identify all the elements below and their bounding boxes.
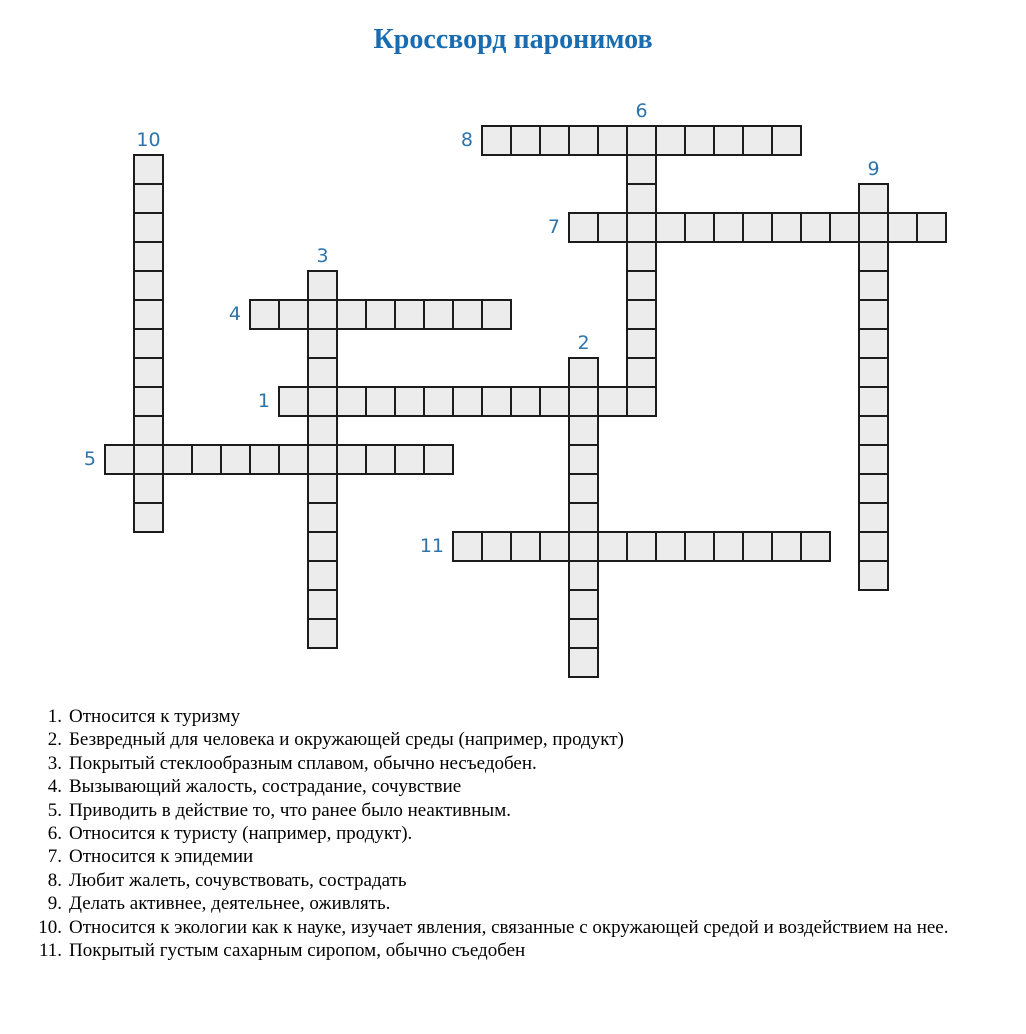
grid-cell[interactable] xyxy=(800,212,831,243)
grid-cell[interactable] xyxy=(307,444,338,475)
grid-cell[interactable] xyxy=(481,386,512,417)
grid-cell[interactable] xyxy=(394,299,425,330)
grid-cell[interactable] xyxy=(307,473,338,504)
grid-cell[interactable] xyxy=(568,502,599,533)
grid-cell[interactable] xyxy=(539,125,570,156)
clue-item-number: 11. xyxy=(38,940,62,962)
grid-cell[interactable] xyxy=(394,444,425,475)
clue-item-text: Безвредный для человека и окружающей среды (например, продукт) xyxy=(69,729,624,751)
entry-number-11: 11 xyxy=(419,535,444,557)
grid-cell[interactable] xyxy=(307,415,338,446)
grid-cell[interactable] xyxy=(626,386,657,417)
clue-item-text: Любит жалеть, сочувствовать, сострадать xyxy=(69,869,407,891)
grid-cell[interactable] xyxy=(887,212,918,243)
grid-cell[interactable] xyxy=(626,212,657,243)
grid-cell[interactable] xyxy=(568,415,599,446)
clue-item-text: Делать активнее, деятельнее, оживлять. xyxy=(69,893,391,915)
grid-cell[interactable] xyxy=(626,125,657,156)
clue-item-6 xyxy=(22,822,1012,845)
grid-cell[interactable] xyxy=(307,560,338,591)
grid-cell[interactable] xyxy=(655,125,686,156)
grid-cell[interactable] xyxy=(684,212,715,243)
grid-cell[interactable] xyxy=(481,531,512,562)
grid-cell[interactable] xyxy=(597,125,628,156)
grid-cell[interactable] xyxy=(133,502,164,533)
clue-item-text: Приводить в действие то, что ранее было неактивным. xyxy=(69,799,511,821)
grid-cell[interactable] xyxy=(278,444,309,475)
grid-cell[interactable] xyxy=(249,444,280,475)
grid-cell[interactable] xyxy=(278,299,309,330)
grid-cell[interactable] xyxy=(655,531,686,562)
clue-item-text: Покрытый густым сахарным сиропом, обычно съедобен xyxy=(69,940,526,962)
clue-item-number: 6. xyxy=(47,823,62,845)
clue-item-5 xyxy=(22,799,1012,822)
grid-cell[interactable] xyxy=(597,386,628,417)
grid-cell[interactable] xyxy=(568,386,599,417)
grid-cell[interactable] xyxy=(133,444,164,475)
grid-cell[interactable] xyxy=(568,473,599,504)
grid-cell[interactable] xyxy=(394,386,425,417)
grid-cell[interactable] xyxy=(307,618,338,649)
grid-cell[interactable] xyxy=(133,473,164,504)
grid-cell[interactable] xyxy=(307,589,338,620)
clue-item-text: Относится к туризму xyxy=(69,706,241,727)
grid-cell[interactable] xyxy=(307,299,338,330)
grid-cell[interactable] xyxy=(365,444,396,475)
grid-cell[interactable] xyxy=(568,444,599,475)
grid-cell[interactable] xyxy=(626,328,657,359)
grid-cell[interactable] xyxy=(858,473,889,504)
grid-cell[interactable] xyxy=(771,212,802,243)
grid-cell[interactable] xyxy=(510,386,541,417)
clue-item-2 xyxy=(22,728,1012,751)
grid-cell[interactable] xyxy=(423,444,454,475)
grid-cell[interactable] xyxy=(307,328,338,359)
grid-cell[interactable] xyxy=(568,212,599,243)
grid-cell[interactable] xyxy=(742,531,773,562)
grid-cell[interactable] xyxy=(858,386,889,417)
grid-cell[interactable] xyxy=(452,531,483,562)
grid-cell[interactable] xyxy=(771,531,802,562)
clue-list xyxy=(22,705,1012,962)
clue-item-number: 7. xyxy=(47,846,62,868)
grid-cell[interactable] xyxy=(858,212,889,243)
clue-item-number: 10. xyxy=(38,916,62,938)
grid-cell[interactable] xyxy=(133,270,164,301)
clue-item-4 xyxy=(22,775,1012,798)
grid-cell[interactable] xyxy=(684,531,715,562)
clue-item-11 xyxy=(22,939,1012,962)
grid-cell[interactable] xyxy=(568,560,599,591)
entry-number-3: 3 xyxy=(316,245,329,267)
grid-cell[interactable] xyxy=(510,125,541,156)
grid-cell[interactable] xyxy=(858,357,889,388)
clue-item-number: 9. xyxy=(47,893,62,915)
clue-item-text: Покрытый стеклообразным сплавом, обычно несъедобен. xyxy=(69,752,537,774)
clue-item-number: 2. xyxy=(47,729,62,751)
grid-cell[interactable] xyxy=(307,386,338,417)
grid-cell[interactable] xyxy=(742,212,773,243)
entry-number-9: 9 xyxy=(867,158,880,180)
grid-cell[interactable] xyxy=(626,270,657,301)
page-title: Кроссворд паронимов xyxy=(373,24,653,55)
grid-cell[interactable] xyxy=(220,444,251,475)
entry-number-7: 7 xyxy=(547,216,560,238)
grid-cell[interactable] xyxy=(568,647,599,678)
grid-cell[interactable] xyxy=(133,212,164,243)
grid-cell[interactable] xyxy=(307,531,338,562)
grid-cell[interactable] xyxy=(307,270,338,301)
clue-item-3 xyxy=(22,752,1012,775)
grid-cell[interactable] xyxy=(568,589,599,620)
clue-item-1 xyxy=(22,705,1012,728)
grid-cell[interactable] xyxy=(452,299,483,330)
grid-cell[interactable] xyxy=(278,386,309,417)
grid-cell[interactable] xyxy=(133,154,164,185)
clue-item-text: Относится к туристу (например, продукт). xyxy=(69,823,413,845)
grid-cell[interactable] xyxy=(858,270,889,301)
grid-cell[interactable] xyxy=(133,415,164,446)
grid-cell[interactable] xyxy=(771,125,802,156)
entry-number-6: 6 xyxy=(635,100,648,122)
clue-item-9 xyxy=(22,892,1012,915)
grid-cell[interactable] xyxy=(423,386,454,417)
grid-cell[interactable] xyxy=(684,125,715,156)
clue-item-number: 4. xyxy=(47,776,62,798)
grid-cell[interactable] xyxy=(510,531,541,562)
grid-cell[interactable] xyxy=(336,386,367,417)
clue-item-10 xyxy=(22,916,1012,939)
grid-cell[interactable] xyxy=(568,357,599,388)
grid-cell[interactable] xyxy=(336,444,367,475)
grid-cell[interactable] xyxy=(568,531,599,562)
grid-cell[interactable] xyxy=(858,241,889,272)
grid-cell[interactable] xyxy=(858,444,889,475)
grid-cell[interactable] xyxy=(423,299,454,330)
grid-cell[interactable] xyxy=(858,415,889,446)
grid-cell[interactable] xyxy=(365,299,396,330)
grid-cell[interactable] xyxy=(858,502,889,533)
grid-cell[interactable] xyxy=(829,212,860,243)
grid-cell[interactable] xyxy=(800,531,831,562)
grid-cell[interactable] xyxy=(626,531,657,562)
clue-item-7 xyxy=(22,845,1012,868)
grid-cell[interactable] xyxy=(626,357,657,388)
grid-cell[interactable] xyxy=(481,125,512,156)
grid-cell[interactable] xyxy=(162,444,193,475)
entry-number-4: 4 xyxy=(228,303,241,325)
grid-cell[interactable] xyxy=(365,386,396,417)
grid-cell[interactable] xyxy=(626,241,657,272)
grid-cell[interactable] xyxy=(307,502,338,533)
grid-cell[interactable] xyxy=(133,183,164,214)
grid-cell[interactable] xyxy=(858,299,889,330)
grid-cell[interactable] xyxy=(133,241,164,272)
grid-cell[interactable] xyxy=(539,531,570,562)
grid-cell[interactable] xyxy=(481,299,512,330)
grid-cell[interactable] xyxy=(916,212,947,243)
grid-cell[interactable] xyxy=(307,357,338,388)
grid-cell[interactable] xyxy=(713,212,744,243)
clue-item-number: 8. xyxy=(47,869,62,891)
clue-item-number: 3. xyxy=(47,752,62,774)
grid-cell[interactable] xyxy=(626,299,657,330)
grid-cell[interactable] xyxy=(104,444,135,475)
clue-item-8 xyxy=(22,869,1012,892)
grid-cell[interactable] xyxy=(858,183,889,214)
grid-cell[interactable] xyxy=(597,212,628,243)
grid-cell[interactable] xyxy=(858,328,889,359)
grid-cell[interactable] xyxy=(655,212,686,243)
grid-cell[interactable] xyxy=(858,531,889,562)
clue-item-text: Относится к экологии как к науке, изучает явления, связанные с окружающей средой и воздействием на нее. xyxy=(69,916,949,938)
grid-cell[interactable] xyxy=(626,154,657,185)
entry-number-10: 10 xyxy=(136,129,161,151)
grid-cell[interactable] xyxy=(191,444,222,475)
grid-cell[interactable] xyxy=(133,357,164,388)
grid-cell[interactable] xyxy=(452,386,483,417)
entry-number-1: 1 xyxy=(257,390,270,412)
grid-cell[interactable] xyxy=(539,386,570,417)
grid-cell[interactable] xyxy=(133,386,164,417)
grid-cell[interactable] xyxy=(626,183,657,214)
clue-item-text: Вызывающий жалость, сострадание, сочувствие xyxy=(69,776,462,798)
grid-cell[interactable] xyxy=(133,299,164,330)
entry-number-2: 2 xyxy=(577,332,590,354)
clue-item-number: 1. xyxy=(47,706,62,727)
clue-item-number: 5. xyxy=(47,799,62,821)
grid-cell[interactable] xyxy=(568,125,599,156)
grid-cell[interactable] xyxy=(742,125,773,156)
grid-cell[interactable] xyxy=(713,531,744,562)
grid-cell[interactable] xyxy=(713,125,744,156)
grid-cell[interactable] xyxy=(858,560,889,591)
grid-cell[interactable] xyxy=(133,328,164,359)
entry-number-5: 5 xyxy=(83,448,96,470)
grid-cell[interactable] xyxy=(568,618,599,649)
grid-cell[interactable] xyxy=(336,299,367,330)
entry-number-8: 8 xyxy=(460,129,473,151)
grid-cell[interactable] xyxy=(249,299,280,330)
clue-item-text: Относится к эпидемии xyxy=(69,846,254,868)
grid-cell[interactable] xyxy=(597,531,628,562)
